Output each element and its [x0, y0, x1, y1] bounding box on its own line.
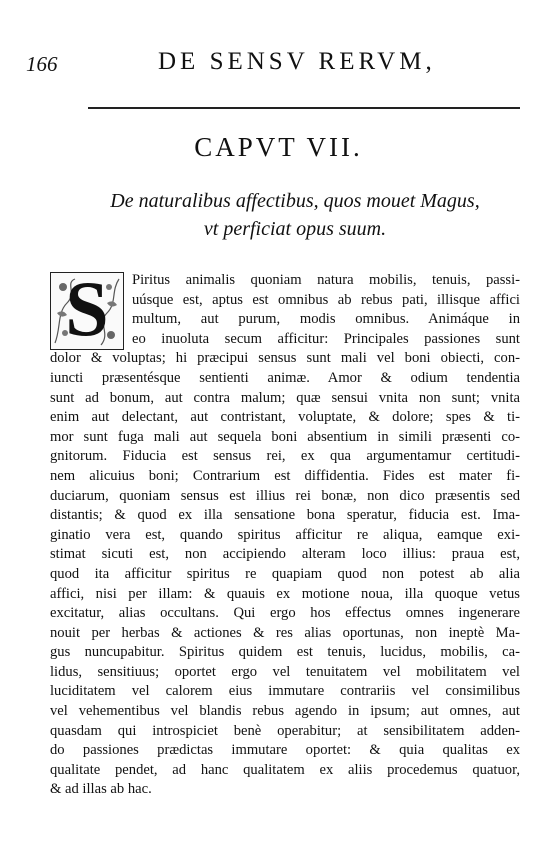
text-line: mor sunt fuga mali aut sequela boni absentium in simili præsenti co- [50, 428, 520, 445]
text-line: lidus, sensitiuus; oportet ergo vel tenuitatem vel mobilitatem vel [50, 663, 520, 680]
text-line: distantis; & quod ex illa sensatione bona speratur, fiducia est. Ima- [50, 507, 520, 524]
text-line: gus nuncupabitur. Spiritus quidem est tenuis, lucidus, mobilis, ca- [50, 644, 520, 661]
text-line: nouit per herbas & actiones & res alias oportunas, non ineptè Ma- [50, 624, 520, 641]
subtitle-line: De naturalibus affectibus, quos mouet Magus, [110, 190, 480, 212]
text-line: multum, aut purum, modis omnibus. Animáque in [132, 311, 520, 328]
text-line: & ad illas ab hac. [50, 781, 152, 798]
text-line: gnitorum. Fiducia est sensus rei, ex qua argumentamur certitudi- [50, 448, 520, 465]
text-line: quasdam qui introspiciet benè operabitur; at sensibilitatem adden- [50, 722, 520, 739]
text-line: ginatio vera est, quando spiritus afficitur re aliqua, eamque exi- [50, 526, 520, 543]
initial-letter: S [65, 265, 109, 352]
chapter-title: CAPVT VII. [194, 132, 363, 162]
text-line: eo inuoluta secum afficitur: Principales passiones sunt [132, 330, 520, 347]
text-line: luciditatem vel calorem eius immutare contrariis vel consimilibus [50, 683, 520, 700]
text-line: qualitate pendet, ad hanc qualitatem ex aliis procedemus quatuor, [50, 761, 520, 778]
body-text [50, 271, 520, 800]
text-line: affici, nisi per illam: & quauis ex motione noua, illa quoque vetus [50, 585, 520, 602]
text-line: uúsque est, aptus est omnibus ab rebus pati, illisque affici [132, 291, 520, 308]
running-head [26, 48, 517, 78]
text-line: nem alicuius boni; Contrarium est diffidentia. Fides est mater fi- [50, 467, 520, 484]
text-line: sunt ad bonum, aut contra malum; quæ sensui vnita non sunt; vnita [50, 389, 520, 406]
text-line: vel vehementibus vel blandis rebus agendo in ipsum; aut omnes, aut [50, 703, 520, 720]
text-line: Piritus animalis quoniam natura mobilis, tenuis, passi- [132, 272, 520, 288]
text-line: enim aut delectant, aut contristant, voluptate, & dolore; spes & ti- [50, 409, 520, 426]
chapter-subtitle [60, 187, 530, 243]
text-line: iuncti præsentésque sentienti animæ. Amor & odium tendentia [50, 369, 520, 386]
text-line: duciarum, quoniam sensus est illius rei bonæ, non dico præsentis sed [50, 487, 520, 504]
page-number: 166 [26, 52, 58, 76]
running-title: DE SENSV RERVM, [158, 48, 436, 75]
header-rule [88, 107, 520, 109]
text-line: dolor & voluptas; hi præcipui sensus sunt mali vel boni obiecti, con- [50, 350, 520, 367]
text-line: do passiones prædictas immutare oportet: & quia qualitas ex [50, 742, 520, 759]
text-line: quod ita afficitur spiritus re quapiam quod non potest ab alia [50, 565, 520, 582]
subtitle-line: vt perficiat opus suum. [203, 218, 387, 240]
text-line: excitatur, alias occultans. Qui ergo hos effectus omnes ingenerare [50, 605, 520, 622]
text-line: stimat sicuti est, non accipiendo alteram loco illius: praua est, [50, 546, 520, 563]
